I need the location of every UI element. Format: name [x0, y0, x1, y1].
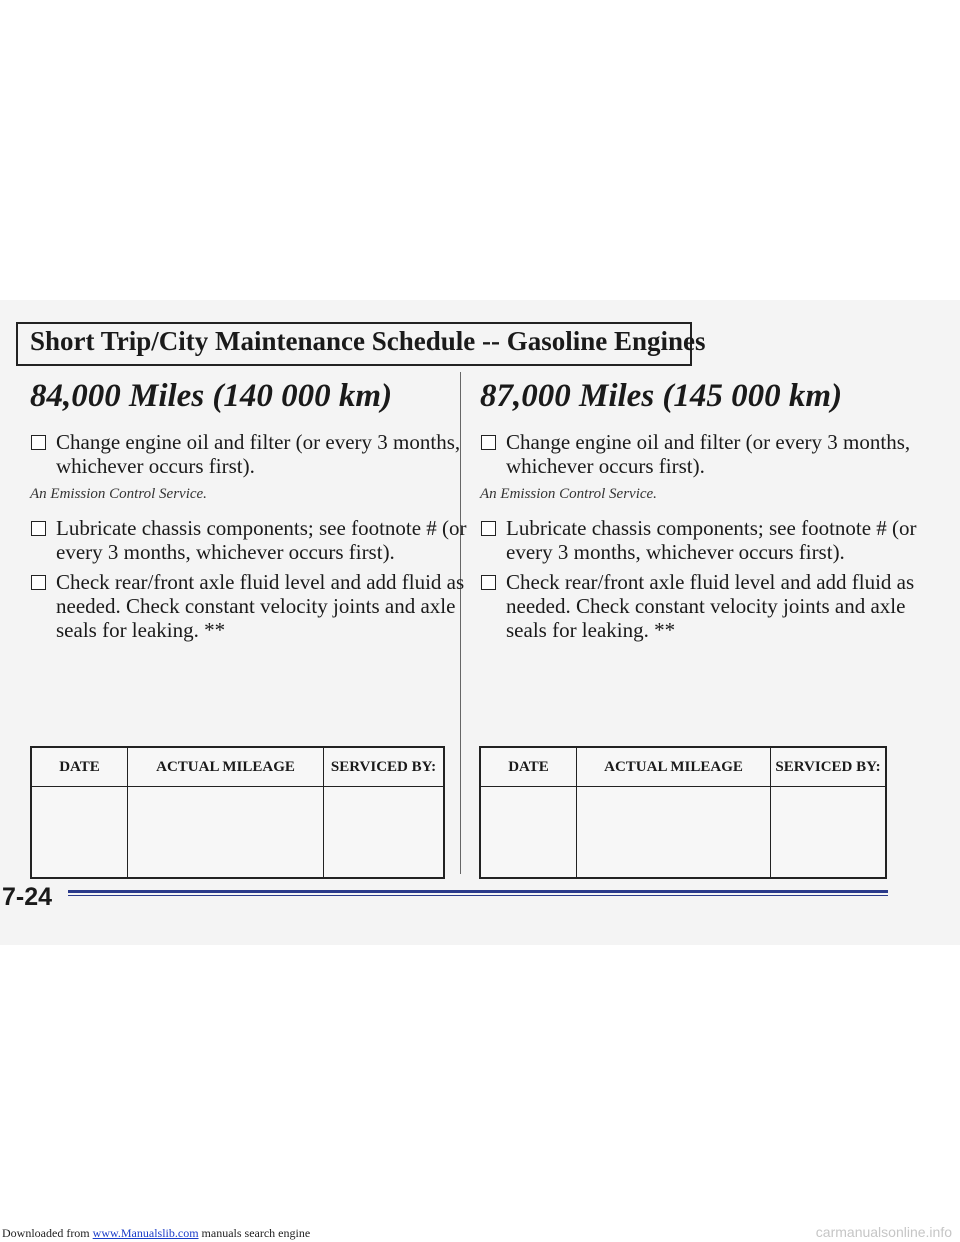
checklist-item: [30, 570, 475, 642]
item-note: An Emission Control Service.: [480, 486, 657, 502]
item-note: An Emission Control Service.: [30, 486, 207, 502]
mileage-cell[interactable]: [128, 787, 324, 879]
footer-rule: [68, 890, 888, 896]
credit-suffix: manuals search engine: [198, 1226, 311, 1240]
column-header-serviced-by: SERVICED BY:: [771, 747, 887, 787]
manualslib-link[interactable]: www.Manualslib.com: [92, 1226, 199, 1240]
column-header-date: DATE: [480, 747, 577, 787]
table-header-row: [480, 747, 886, 787]
checkbox-icon[interactable]: [481, 435, 496, 450]
column-header-mileage: ACTUAL MILEAGE: [577, 747, 771, 787]
service-log-table: [30, 746, 445, 879]
checkbox-icon[interactable]: [31, 521, 46, 536]
page-number: 7-24: [2, 883, 53, 911]
column-87000: [480, 376, 925, 648]
item-text: Lubricate chassis components; see footnote # (or every 3 months, whichever occurs first).: [56, 516, 467, 564]
item-text: Lubricate chassis components; see footnote # (or every 3 months, whichever occurs first).: [506, 516, 917, 564]
item-text: Change engine oil and filter (or every 3 months, whichever occurs first).: [56, 430, 461, 478]
table-header-row: [31, 747, 444, 787]
service-log-table: [479, 746, 887, 879]
checkbox-icon[interactable]: [481, 575, 496, 590]
item-text: Change engine oil and filter (or every 3 months, whichever occurs first).: [506, 430, 911, 478]
item-text: Check rear/front axle fluid level and add fluid as needed. Check constant velocity joints and axle seals for leaking. **: [56, 570, 465, 642]
credit-prefix: Downloaded from: [2, 1226, 93, 1240]
watermark: carmanualsonline.info: [815, 1224, 952, 1240]
table-row: [480, 787, 886, 879]
column-header-serviced-by: SERVICED BY:: [324, 747, 445, 787]
column-header-mileage: ACTUAL MILEAGE: [128, 747, 324, 787]
checklist-item: [480, 516, 925, 564]
checklist-item: [30, 516, 475, 564]
page-title: Short Trip/City Maintenance Schedule -- Gasoline Engines: [30, 326, 706, 356]
checklist-item: [480, 570, 925, 642]
item-text: Check rear/front axle fluid level and add fluid as needed. Check constant velocity joints and axle seals for leaking. **: [506, 570, 915, 642]
checkbox-icon[interactable]: [31, 575, 46, 590]
column-header-date: DATE: [31, 747, 128, 787]
date-cell[interactable]: [31, 787, 128, 879]
checklist-item: [30, 430, 475, 478]
date-cell[interactable]: [480, 787, 577, 879]
column-title: 84,000 Miles (140 000 km): [30, 378, 393, 414]
serviced-by-cell[interactable]: [771, 787, 887, 879]
column-title: 87,000 Miles (145 000 km): [480, 378, 843, 414]
serviced-by-cell[interactable]: [324, 787, 445, 879]
checkbox-icon[interactable]: [31, 435, 46, 450]
checkbox-icon[interactable]: [481, 521, 496, 536]
checklist-item: [480, 430, 925, 478]
mileage-cell[interactable]: [577, 787, 771, 879]
column-84000: [30, 376, 475, 648]
download-credit: [2, 1226, 310, 1241]
table-row: [31, 787, 444, 879]
